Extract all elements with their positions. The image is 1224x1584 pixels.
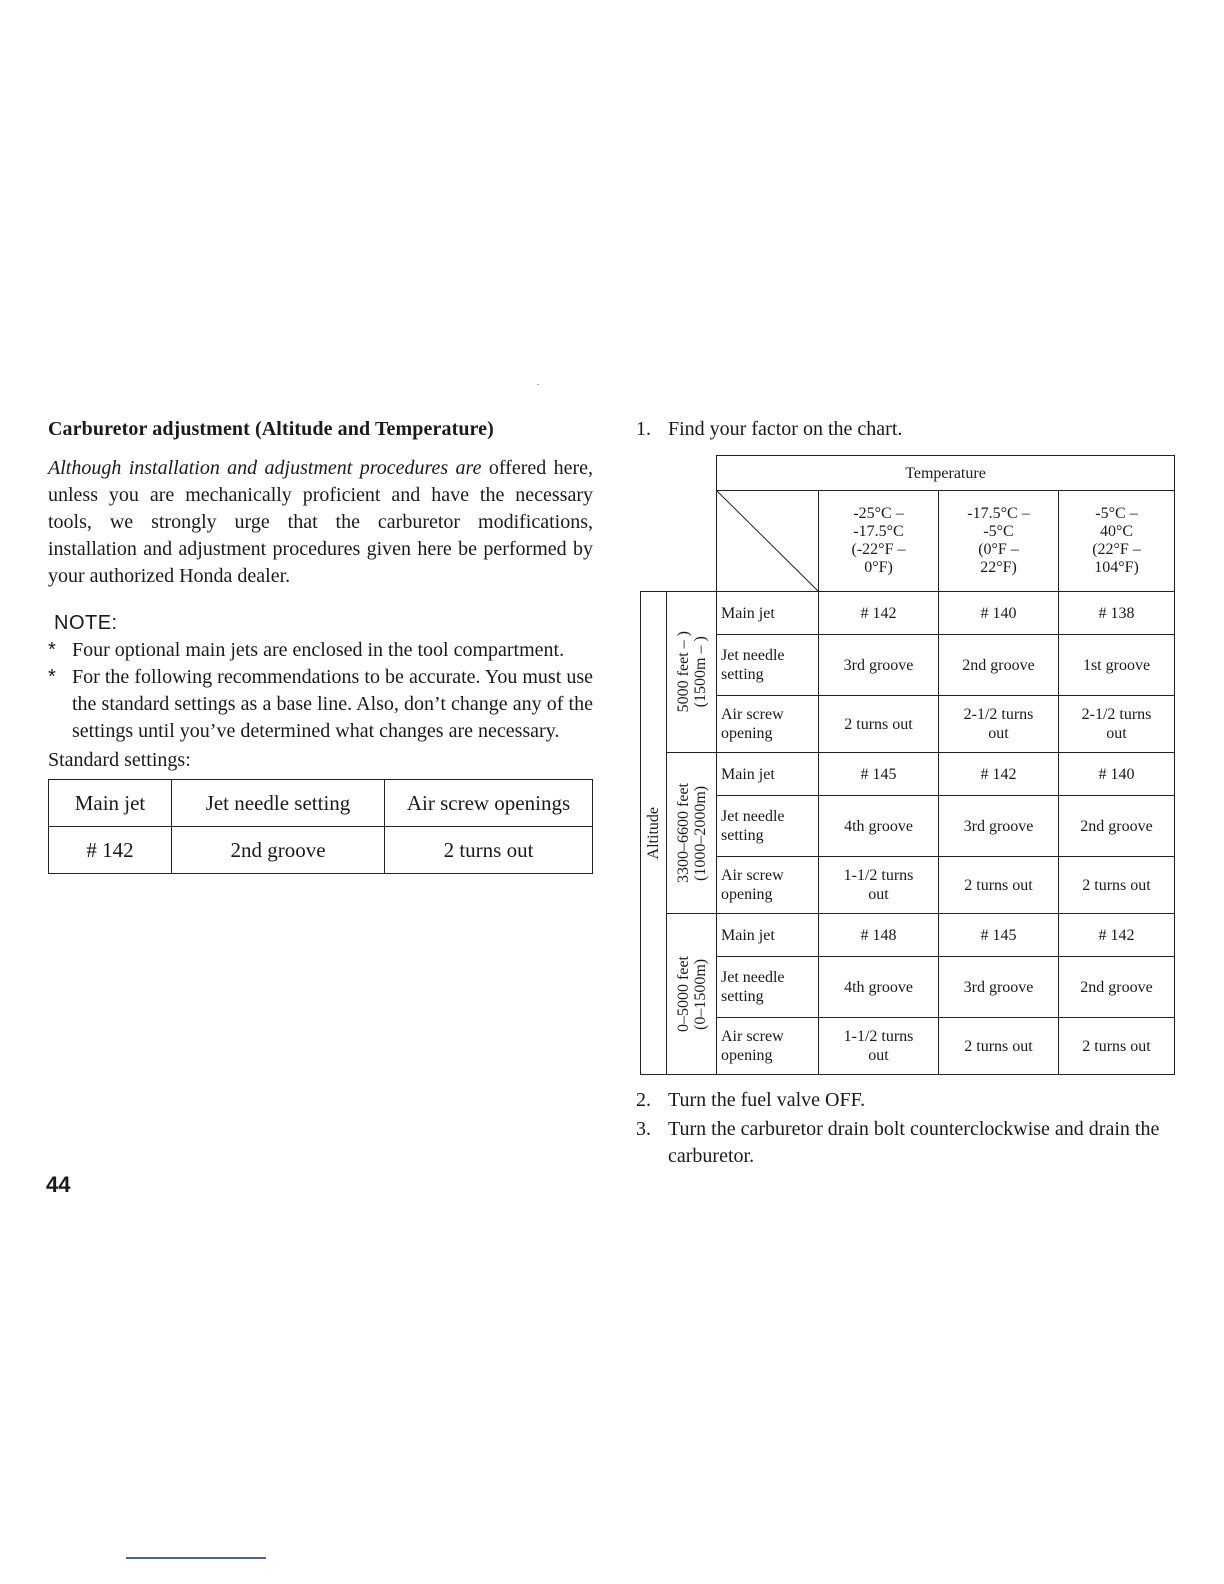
chart-row xyxy=(641,592,1175,635)
setting-value: # 148 xyxy=(860,926,897,944)
settings-chart xyxy=(640,455,1186,1075)
setting-value: 3rd groove xyxy=(843,656,914,674)
setting-name-cell xyxy=(717,1018,819,1075)
chart-row xyxy=(641,796,1175,857)
chart-row xyxy=(641,957,1175,1018)
right-column xyxy=(636,416,1188,1170)
setting-value: # 142 xyxy=(860,604,897,622)
setting-value-cell xyxy=(819,857,939,914)
setting-value: # 142 xyxy=(980,765,1017,783)
setting-value-cell xyxy=(819,1018,939,1075)
setting-value: 2 turns out xyxy=(844,715,913,733)
header-cell: Air screw openings xyxy=(385,780,593,827)
altitude-label-cell xyxy=(641,592,667,1075)
setting-value-cell xyxy=(819,753,939,796)
setting-name-cell xyxy=(717,635,819,696)
section-title: Carburetor adjustment (Altitude and Temperature) xyxy=(48,418,494,440)
setting-value-cell xyxy=(939,957,1059,1018)
setting-value-cell xyxy=(939,1018,1059,1075)
setting-value-cell xyxy=(939,696,1059,753)
temp-col-1 xyxy=(819,491,939,592)
corner-cell xyxy=(717,491,819,592)
setting-name-cell xyxy=(717,914,819,957)
table-header-row xyxy=(49,780,593,827)
standard-settings-table xyxy=(48,779,593,874)
setting-name: Jet needle setting xyxy=(721,647,785,683)
asterisk: * xyxy=(48,666,56,688)
value-cell: 2nd groove xyxy=(172,827,385,874)
setting-value: # 140 xyxy=(1098,765,1135,783)
setting-value-cell xyxy=(1059,796,1175,857)
setting-value-cell xyxy=(939,753,1059,796)
note-text: Four optional main jets are enclosed in the tool compartment. xyxy=(72,639,565,661)
chart-row xyxy=(641,914,1175,957)
chart-row xyxy=(641,1018,1175,1075)
setting-value: 2 turns out xyxy=(1082,876,1151,894)
setting-value-cell xyxy=(1059,857,1175,914)
altitude-group-label: 0–5000 feet (0–1500m) xyxy=(674,956,709,1032)
note-label: NOTE: xyxy=(54,612,118,634)
temperature-header-row xyxy=(641,456,1175,491)
setting-value: 2-1/2 turns out xyxy=(963,706,1034,742)
header-cell: Main jet xyxy=(49,780,172,827)
note-text: For the following recommendations to be accurate. You must use the standard settings as a base line. Also, don’t change any of the settings until you’ve determined what changes are necessary. xyxy=(72,666,593,742)
setting-value-cell xyxy=(819,696,939,753)
altitude-group-label: 5000 feet – ) (1500m – ) xyxy=(674,631,709,713)
header-cell: Jet needle setting xyxy=(172,780,385,827)
setting-value: 2-1/2 turns out xyxy=(1081,706,1152,742)
setting-value: # 138 xyxy=(1098,604,1135,622)
step-number: 3. xyxy=(636,1118,651,1140)
setting-name: Jet needle setting xyxy=(721,969,785,1005)
table-row xyxy=(49,827,593,874)
temp-col-label: -17.5°C – -5°C (0°F – 22°F) xyxy=(967,505,1030,576)
left-column xyxy=(48,418,593,874)
setting-name: Main jet xyxy=(721,926,775,944)
footer-rule xyxy=(126,1557,266,1559)
note-item xyxy=(48,664,593,745)
step-number: 1. xyxy=(636,418,651,440)
temperature-columns-row xyxy=(641,491,1175,592)
altitude-group-label: 3300–6600 feet (1000–2000m) xyxy=(674,783,709,883)
setting-value-cell xyxy=(1059,592,1175,635)
setting-value-cell xyxy=(939,857,1059,914)
setting-value-cell xyxy=(1059,753,1175,796)
temp-col-2 xyxy=(939,491,1059,592)
temp-col-label: -5°C – 40°C (22°F – 104°F) xyxy=(1092,505,1141,576)
setting-value-cell xyxy=(1059,1018,1175,1075)
setting-value: 3rd groove xyxy=(963,978,1034,996)
setting-name: Air screw opening xyxy=(721,1028,784,1064)
setting-value: # 142 xyxy=(1098,926,1135,944)
setting-name-cell xyxy=(717,753,819,796)
setting-value-cell xyxy=(819,796,939,857)
setting-value: 3rd groove xyxy=(963,817,1034,835)
setting-value-cell xyxy=(819,592,939,635)
setting-value-cell xyxy=(939,796,1059,857)
setting-name: Air screw opening xyxy=(721,867,784,903)
intro-text: offered here, unless you are mechanically proficient and have the necessary tools, we strongly urge that the carburetor modifications, installation and adjustment procedures given here be performed by your authorized Honda dealer. xyxy=(48,457,594,587)
setting-value: 2 turns out xyxy=(1082,1037,1151,1055)
altitude-label: Altitude xyxy=(645,806,662,860)
setting-value: # 145 xyxy=(860,765,897,783)
temperature-label: Temperature xyxy=(717,456,1175,491)
setting-name-cell xyxy=(717,696,819,753)
setting-value-cell xyxy=(939,592,1059,635)
altitude-group-label-cell xyxy=(667,753,717,914)
altitude-group-label-cell xyxy=(667,914,717,1075)
setting-name: Air screw opening xyxy=(721,706,784,742)
setting-value-cell xyxy=(1059,957,1175,1018)
setting-value-cell xyxy=(819,914,939,957)
setting-name: Main jet xyxy=(721,604,775,622)
note-item xyxy=(48,637,593,664)
speck xyxy=(537,384,539,385)
setting-name: Jet needle setting xyxy=(721,808,785,844)
diagonal-line-icon xyxy=(717,491,818,591)
setting-value: 2nd groove xyxy=(962,656,1035,674)
setting-value-cell xyxy=(1059,635,1175,696)
value-cell: 2 turns out xyxy=(385,827,593,874)
setting-value-cell xyxy=(819,957,939,1018)
setting-value: # 145 xyxy=(980,926,1017,944)
setting-value-cell xyxy=(819,635,939,696)
setting-name-cell xyxy=(717,957,819,1018)
note-list xyxy=(48,637,593,745)
intro-emphasis: Although installation and adjustment procedures are xyxy=(48,457,482,479)
setting-value: 1-1/2 turns out xyxy=(843,867,914,903)
chart-row xyxy=(641,696,1175,753)
chart-row xyxy=(641,857,1175,914)
step-3 xyxy=(636,1116,1188,1170)
setting-value: 2 turns out xyxy=(964,1037,1033,1055)
setting-value: # 140 xyxy=(980,604,1017,622)
step-1 xyxy=(636,416,1188,443)
intro-paragraph xyxy=(48,455,593,590)
chart-row xyxy=(641,635,1175,696)
page-number: 44 xyxy=(46,1172,71,1197)
setting-value: 1-1/2 turns out xyxy=(843,1028,914,1064)
setting-value-cell xyxy=(1059,696,1175,753)
chart-table xyxy=(640,455,1175,1075)
asterisk: * xyxy=(48,639,56,661)
altitude-group-label-cell xyxy=(667,592,717,753)
step-text: Turn the fuel valve OFF. xyxy=(668,1089,866,1111)
setting-value-cell xyxy=(939,635,1059,696)
setting-value: 4th groove xyxy=(844,978,913,996)
setting-value-cell xyxy=(939,914,1059,957)
setting-name: Main jet xyxy=(721,765,775,783)
setting-value: 2nd groove xyxy=(1080,978,1153,996)
setting-value: 4th groove xyxy=(844,817,913,835)
setting-name-cell xyxy=(717,796,819,857)
temp-col-3 xyxy=(1059,491,1175,592)
setting-value-cell xyxy=(1059,914,1175,957)
chart-row xyxy=(641,753,1175,796)
step-text: Turn the carburetor drain bolt counterclockwise and drain the carburetor. xyxy=(668,1118,1160,1167)
value-cell: # 142 xyxy=(49,827,172,874)
setting-value: 2nd groove xyxy=(1080,817,1153,835)
step-number: 2. xyxy=(636,1089,651,1111)
setting-name-cell xyxy=(717,857,819,914)
step-text: Find your factor on the chart. xyxy=(668,418,903,440)
standard-settings-label: Standard settings: xyxy=(48,749,191,771)
temp-col-label: -25°C – -17.5°C (-22°F – 0°F) xyxy=(851,505,906,576)
step-2 xyxy=(636,1087,1188,1114)
setting-value: 2 turns out xyxy=(964,876,1033,894)
setting-name-cell xyxy=(717,592,819,635)
setting-value: 1st groove xyxy=(1082,656,1151,674)
